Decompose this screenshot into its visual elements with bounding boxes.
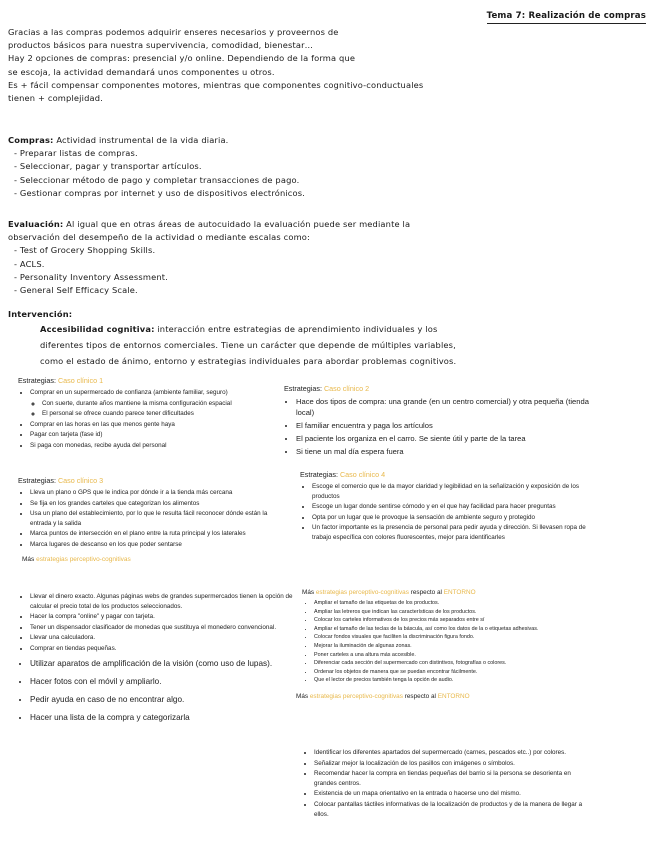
list-item: • Colocar los carteles informativos de los precios más separados entre sí — [314, 616, 588, 625]
more-strategies-list — [18, 592, 294, 730]
caso-clinico-2 — [284, 384, 604, 459]
compras-item: - Gestionar compras por internet y uso de dispositivos electrónicos. — [14, 187, 306, 198]
list-item: • Diferenciar cada sección del supermercado con distintivos, fotografías o colores. — [314, 659, 588, 668]
list-item: • Hacer la compra "online" y pagar con tarjeta. — [30, 612, 294, 622]
list-item: • Un factor importante es la presencia de personal para pedir ayuda y dirección. Si llevasen ropa de trabajo específica con colores fluorescentes, mejor para identificarles — [312, 523, 590, 542]
caso-clinico-1 — [18, 376, 280, 452]
compras-section — [8, 134, 638, 200]
intro-line: Gracias a las compras podemos adquirir enseres necesarios y proveernos de — [8, 27, 339, 37]
list-item: • Pagar con tarjeta (fase id) — [30, 430, 280, 440]
case-title: Caso clínico 4 — [339, 470, 386, 479]
list-item: • Marca lugares de descanso en los que poder sentarse — [30, 540, 288, 550]
evaluacion-heading: Evaluación: — [8, 219, 64, 229]
list-item: • Poner carteles a una altura más accesible. — [314, 651, 588, 660]
strategies-label: Estrategias: — [18, 376, 56, 385]
list-item: • Ampliar el tamaño de las etiquetas de los productos. — [314, 599, 588, 608]
list-item: • Lleva un plano o GPS que le indica por dónde ir a la tienda más cercana — [30, 488, 288, 498]
entorno-strategies-2 — [302, 748, 592, 820]
list-item: • Comprar en tiendas pequeñas. — [30, 644, 294, 654]
list-item: • Identificar los diferentes apartados del supermercado (carnes, pescados etc..) por colores. — [314, 748, 592, 758]
evaluacion-item: - Personality Inventory Assessment. — [14, 271, 168, 282]
list-item: • Si paga con monedas, recibe ayuda del personal — [30, 441, 280, 451]
list-item: • Marca puntos de intersección en el plano entre la ruta principal y los laterales — [30, 529, 288, 539]
list-item: • El paciente los organiza en el carro. Se siente útil y parte de la tarea — [296, 433, 604, 444]
more-strategies-title: estrategias perceptivo-cognitivas — [36, 555, 131, 563]
accesibilidad-heading: Accesibilidad cognitiva: — [40, 324, 155, 335]
compras-item: - Preparar listas de compras. — [14, 148, 138, 159]
caso-clinico-3 — [18, 476, 288, 573]
intro-line: Hay 2 opciones de compras: presencial y/o online. Dependiendo de la forma que — [8, 53, 356, 64]
list-item: • Escoge el comercio que le da mayor claridad y legibilidad en la señalización y exposición de los productos — [312, 482, 590, 501]
entorno-label: ENTORNO — [443, 589, 476, 596]
list-item: • Mejorar la iluminación de algunas zonas. — [314, 642, 588, 651]
entorno-label: ENTORNO — [437, 692, 470, 700]
more-strategies-prefix: Más — [296, 692, 309, 700]
intro-line: tienen + complejidad. — [8, 93, 103, 104]
evaluacion-item: - Test of Grocery Shopping Skills. — [14, 245, 156, 256]
compras-heading: Compras: — [8, 135, 54, 145]
intervencion-text: interacción entre estrategias de aprendimiento individuales y los — [157, 324, 438, 335]
list-item: • Utilizar aparatos de amplificación de la visión (como uso de lupas). — [30, 658, 294, 670]
strategies-label: Estrategias: — [300, 470, 338, 479]
intervencion-text: diferentes tipos de entornos comerciales. Tiene un carácter que depende de múltiples variables, — [40, 340, 456, 351]
compras-text: Actividad instrumental de la vida diaria. — [56, 135, 229, 145]
intervencion-heading: Intervención: — [8, 309, 73, 319]
list-item: ◦ Con suerte, durante años mantiene la misma configuración espacial — [42, 399, 280, 409]
compras-item: - Seleccionar método de pago y completar transacciones de pago. — [14, 174, 300, 185]
intervencion-section — [8, 308, 638, 369]
intro-line: productos básicos para nuestra supervivencia, comodidad, bienestar… — [8, 40, 314, 51]
list-item: • Usa un plano del establecimiento, por lo que le resulta fácil reconocer dónde están la entrada y la salida — [30, 509, 288, 528]
list-item: • Llevar el dinero exacto. Algunas páginas webs de grandes supermercados tienen la opción de calcular el precio total de los productos seleccionados. — [30, 592, 294, 611]
case-title: Caso clínico 3 — [57, 476, 104, 485]
list-item: • Ordenar los objetos de manera que se puedan encontrar fácilmente. — [314, 668, 588, 677]
more-strategies-title: estrategias perceptivo-cognitivas — [315, 589, 409, 596]
list-item: • Recomendar hacer la compra en tiendas pequeñas del barrio si la persona se desorienta en grandes centros. — [314, 769, 592, 788]
list-item: • Que el lector de precios también tenga la opción de audio. — [314, 676, 588, 685]
case-title: Caso clínico 1 — [57, 376, 104, 385]
strategies-label: Estrategias: — [284, 384, 322, 393]
topic-title: Tema 7: Realización de compras — [487, 10, 646, 24]
respecto-label: respecto al — [410, 589, 442, 596]
list-item: • El familiar encuentra y paga los artículos — [296, 420, 604, 431]
intro-line: se escoja, la actividad demandará unos componentes u otros. — [8, 66, 275, 77]
list-item: • Colocar fondos visuales que faciliten la discriminación figura fondo. — [314, 633, 588, 642]
strategies-label: Estrategias: — [18, 476, 56, 485]
list-item: • Hacer una lista de la compra y categorizarla — [30, 712, 294, 724]
list-item: • Comprar en las horas en las que menos gente haya — [30, 420, 280, 430]
list-item: • Se fija en los grandes carteles que categorizan los alimentos — [30, 499, 288, 509]
case-title: Caso clínico 2 — [323, 384, 370, 393]
intervencion-text: como el estado de ánimo, entorno y estrategias individuales para abordar problemas cognitivos. — [40, 356, 457, 367]
more-strategies-prefix: Más — [302, 589, 315, 596]
compras-item: - Seleccionar, pagar y transportar artículos. — [14, 161, 202, 172]
list-item: • Tener un dispensador clasificador de monedas que sustituya el monedero convencional. — [30, 623, 294, 633]
list-item: • Si tiene un mal día espera fuera — [296, 446, 604, 457]
list-item: • Opta por un lugar que le provoque la sensación de ambiente seguro y protegido — [312, 513, 590, 523]
list-item: • Existencia de un mapa orientativo en la entrada o hacerse uno del mismo. — [314, 789, 592, 799]
list-item: • Hace dos tipos de compra: una grande (en un centro comercial) y otra pequeña (tienda local) — [296, 396, 604, 418]
list-item: • Señalizar mejor la localización de los pasillos con imágenes o símbolos. — [314, 759, 592, 769]
intro-line: Es + fácil compensar componentes motores, mientras que componentes cognitivo-conductuales — [8, 79, 424, 90]
list-item: • Llevar una calculadora. — [30, 633, 294, 643]
evaluacion-text: Al igual que en otras áreas de autocuidado la evaluación puede ser mediante la — [66, 219, 411, 229]
intro-paragraph — [8, 26, 638, 105]
list-item: • Comprar en un supermercado de confianza (ambiente familiar, seguro) — [30, 388, 280, 398]
list-item: • Escoge un lugar donde sentirse cómodo y en el que hay facilidad para hacer preguntas — [312, 502, 590, 512]
evaluacion-section — [8, 218, 638, 297]
list-item: • Pedir ayuda en caso de no encontrar algo. — [30, 694, 294, 706]
more-strategies-prefix: Más — [22, 555, 35, 563]
entorno-strategies — [296, 589, 588, 703]
caso-clinico-4 — [300, 470, 590, 544]
list-item: • Ampliar el tamaño de las teclas de la báscula, así como los datos de la o etiquetas adhesivas. — [314, 625, 588, 634]
respecto-label: respecto al — [404, 692, 436, 700]
list-item: • Hacer fotos con el móvil y ampliarlo. — [30, 676, 294, 688]
evaluacion-text: observación del desempeño de la actividad o mediante escalas como: — [8, 232, 310, 243]
evaluacion-item: - ACLS. — [14, 258, 45, 269]
list-item: ◦ El personal se ofrece cuando parece tener dificultades — [42, 409, 280, 419]
evaluacion-item: - General Self Efficacy Scale. — [14, 285, 138, 296]
more-strategies-title: estrategias perceptivo-cognitivas — [309, 692, 403, 700]
list-item: • Colocar pantallas táctiles informativas de la localización de productos y de la manera de llegar a ellos. — [314, 800, 592, 819]
list-item: • Ampliar las letreros que indican las características de los productos. — [314, 608, 588, 617]
